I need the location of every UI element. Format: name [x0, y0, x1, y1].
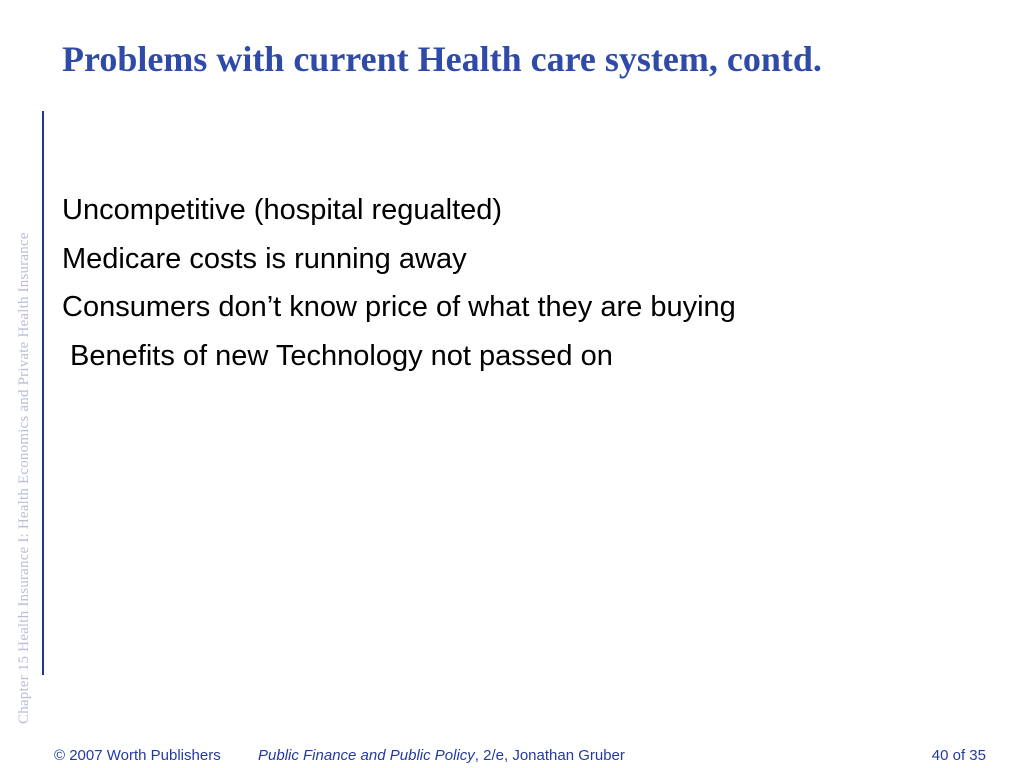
- slide-footer: [0, 747, 1024, 767]
- footer-book-title: Public Finance and Public Policy: [258, 747, 475, 764]
- footer-book-citation: [258, 747, 625, 764]
- chapter-side-caption: Chapter 15 Health Insurance I: Health Economics and Private Health Insurance: [16, 232, 32, 724]
- bullet-item: Consumers don’t know price of what they are buying: [62, 291, 736, 323]
- footer-copyright: © 2007 Worth Publishers: [54, 747, 221, 764]
- bullet-item: Medicare costs is running away: [62, 242, 467, 275]
- bullet-item: Uncompetitive (hospital regualted): [62, 194, 503, 226]
- bullet-item: Benefits of new Technology not passed on: [62, 339, 613, 372]
- footer-page-number: 40 of 35: [931, 747, 986, 764]
- slide-title: Problems with current Health care system, contd.: [62, 39, 822, 79]
- bullet-list: [62, 186, 736, 380]
- side-vertical-rule: [42, 111, 44, 675]
- footer-book-edition: , 2/e, Jonathan Gruber: [474, 747, 625, 764]
